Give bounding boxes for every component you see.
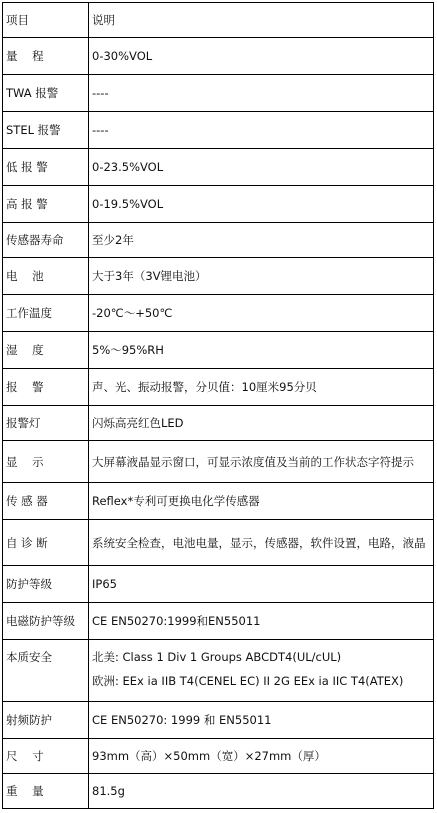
- row-value: 93mm（高）×50mm（宽）×27mm（厚）: [89, 739, 434, 774]
- row-value: -20℃～+50℃: [89, 295, 434, 332]
- row-key: 传感器寿命: [3, 223, 89, 258]
- row-value: 大于3年（3V锂电池）: [89, 258, 434, 295]
- row-key: 报警灯: [3, 406, 89, 441]
- table-row: [3, 332, 434, 369]
- row-value: CE EN50270:1999和EN55011: [89, 603, 434, 640]
- row-key: 低 报 警: [3, 149, 89, 186]
- table-row: [3, 441, 434, 483]
- header-value-cell: 说明: [89, 3, 434, 38]
- row-value: 至少2年: [89, 223, 434, 258]
- header-row: [3, 3, 434, 38]
- table-row: [3, 295, 434, 332]
- table-row: [3, 258, 434, 295]
- row-value: IP65: [89, 566, 434, 603]
- row-value: Reflex*专利可更换电化学传感器: [89, 483, 434, 520]
- table-row: [3, 566, 434, 603]
- row-value: 81.5g: [89, 774, 434, 809]
- row-value: 0-23.5%VOL: [89, 149, 434, 186]
- row-key: 高 报 警: [3, 186, 89, 223]
- row-key: 本质安全: [3, 640, 89, 702]
- row-key: STEL 报警: [3, 112, 89, 149]
- row-value: 系统安全检查，电池电量，显示，传感器，软件设置，电路，液晶: [89, 520, 434, 566]
- row-key: 电磁防护等级: [3, 603, 89, 640]
- row-value: 声、光、振动报警，分贝值：10厘米95分贝: [89, 369, 434, 406]
- row-key: 量 程: [3, 38, 89, 75]
- row-key: 电 池: [3, 258, 89, 295]
- row-value-line: 欧洲: EEx ia IIB T4(CENEL EC) II 2G EEx ia IIC T4(ATEX): [92, 674, 404, 688]
- row-value: [89, 640, 434, 702]
- table-row: [3, 483, 434, 520]
- table-row: [3, 739, 434, 774]
- row-key: 防护等级: [3, 566, 89, 603]
- table-row: [3, 640, 434, 702]
- row-value: 0-19.5%VOL: [89, 186, 434, 223]
- table-row: [3, 406, 434, 441]
- table-row: [3, 603, 434, 640]
- row-value: CE EN50270: 1999 和 EN55011: [89, 702, 434, 739]
- table-row: [3, 149, 434, 186]
- row-value: 大屏幕液晶显示窗口，可显示浓度值及当前的工作状态字符提示: [89, 441, 434, 483]
- row-key: 报 警: [3, 369, 89, 406]
- spec-table: [2, 2, 434, 809]
- table-row: [3, 112, 434, 149]
- table-row: [3, 75, 434, 112]
- table-row: [3, 369, 434, 406]
- row-key: 湿 度: [3, 332, 89, 369]
- row-key: 自 诊 断: [3, 520, 89, 566]
- row-value-line: 北美: Class 1 Div 1 Groups ABCDT4(UL/cUL): [92, 650, 342, 664]
- row-key: 重 量: [3, 774, 89, 809]
- row-key: 工作温度: [3, 295, 89, 332]
- row-value: 5%～95%RH: [89, 332, 434, 369]
- row-key: 显 示: [3, 441, 89, 483]
- table-row: [3, 38, 434, 75]
- table-row: [3, 520, 434, 566]
- row-value: 0-30%VOL: [89, 38, 434, 75]
- row-value: 闪烁高亮红色LED: [89, 406, 434, 441]
- header-key-cell: 项目: [3, 3, 89, 38]
- row-key: TWA 报警: [3, 75, 89, 112]
- table-row: [3, 702, 434, 739]
- row-value: ----: [89, 112, 434, 149]
- table-row: [3, 774, 434, 809]
- table-row: [3, 186, 434, 223]
- table-row: [3, 223, 434, 258]
- row-key: 射频防护: [3, 702, 89, 739]
- row-key: 传 感 器: [3, 483, 89, 520]
- row-value: ----: [89, 75, 434, 112]
- row-key: 尺 寸: [3, 739, 89, 774]
